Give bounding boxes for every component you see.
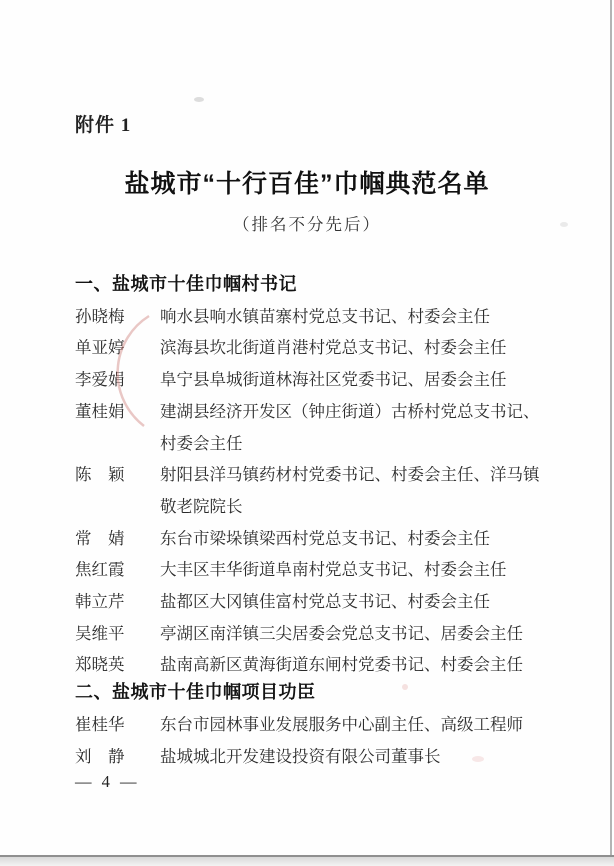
- entry-description: [160, 523, 553, 555]
- entry-description: [160, 364, 553, 396]
- entry-name: 郑晓英: [75, 655, 125, 675]
- entry-name: 崔桂华: [75, 714, 125, 734]
- entry-name: 孙晓梅: [75, 306, 125, 326]
- list-entry: [75, 554, 553, 586]
- entry-description-line: 滨海县坎北街道肖港村党总支书记、村委会主任: [160, 338, 507, 358]
- list-entry: [75, 396, 553, 459]
- section-heading: 二、盐城市十佳巾帼项目功臣: [75, 682, 316, 703]
- list-entry: [75, 586, 553, 618]
- entry-description-line: 建湖县经济开发区（钟庄街道）古桥村党总支书记、: [160, 401, 540, 421]
- entry-description-line: 盐都区大冈镇佳富村党总支书记、村委会主任: [160, 592, 490, 612]
- entry-name: 常 婧: [75, 528, 125, 548]
- name-list: [75, 269, 553, 772]
- entry-description: [160, 554, 553, 586]
- entry-description-line: 亭湖区南洋镇三尖居委会党总支书记、居委会主任: [160, 623, 523, 643]
- entry-description-line: 响水县响水镇苗寨村党总支书记、村委会主任: [160, 306, 490, 326]
- entry-name: 韩立芹: [75, 592, 125, 612]
- entry-description-line: 阜宁县阜城街道林海社区党委书记、居委会主任: [160, 370, 507, 390]
- entry-description: [160, 709, 553, 741]
- list-entry: [75, 741, 553, 773]
- entry-name: 董桂娟: [75, 401, 125, 421]
- list-entry: [75, 301, 553, 333]
- entry-description: [160, 741, 553, 773]
- entry-description: [160, 332, 553, 364]
- entry-description: [160, 459, 553, 522]
- entry-description: [160, 586, 553, 618]
- scan-edge-right: [610, 0, 612, 866]
- entry-description: [160, 301, 553, 333]
- list-entry: [75, 459, 553, 522]
- entry-description-line: 大丰区丰华街道阜南村党总支书记、村委会主任: [160, 560, 507, 580]
- scan-smudge: [194, 97, 204, 102]
- entry-name: 吴维平: [75, 623, 125, 643]
- list-entry: [75, 523, 553, 555]
- entry-name: 陈 颖: [75, 465, 125, 485]
- entry-description-line: 东台市园林事业发展服务中心副主任、高级工程师: [160, 714, 523, 734]
- entry-description-line: 射阳县洋马镇药材村党委书记、村委会主任、洋马镇: [160, 465, 540, 485]
- scan-edge-bottom-shadow: [0, 857, 614, 866]
- entry-description-line: 盐南高新区黄海街道东闸村党委书记、村委会主任: [160, 655, 523, 675]
- entry-description: [160, 396, 553, 459]
- attachment-label: 附件 1: [75, 115, 132, 136]
- document-subtitle: （排名不分先后）: [233, 215, 381, 234]
- entry-name: 李爱娟: [75, 370, 125, 390]
- list-entry: [75, 709, 553, 741]
- list-entry: [75, 618, 553, 650]
- entry-name: 单亚婷: [75, 338, 125, 358]
- entry-description-line: 东台市梁垛镇梁西村党总支书记、村委会主任: [160, 528, 490, 548]
- entry-description-line: 敬老院院长: [160, 496, 243, 516]
- entry-description-line: 村委会主任: [160, 433, 243, 453]
- entry-name: 焦红霞: [75, 560, 125, 580]
- section-heading: 一、盐城市十佳巾帼村书记: [75, 274, 297, 294]
- list-entry: [75, 364, 553, 396]
- page-number: — 4 —: [75, 772, 140, 791]
- list-entry: [75, 332, 553, 364]
- entry-description: [160, 618, 553, 650]
- entry-description-line: 盐城城北开发建设投资有限公司董事长: [160, 746, 441, 766]
- entry-name: 刘 静: [75, 746, 125, 766]
- document-title: 盐城市“十行百佳”巾帼典范名单: [124, 170, 490, 198]
